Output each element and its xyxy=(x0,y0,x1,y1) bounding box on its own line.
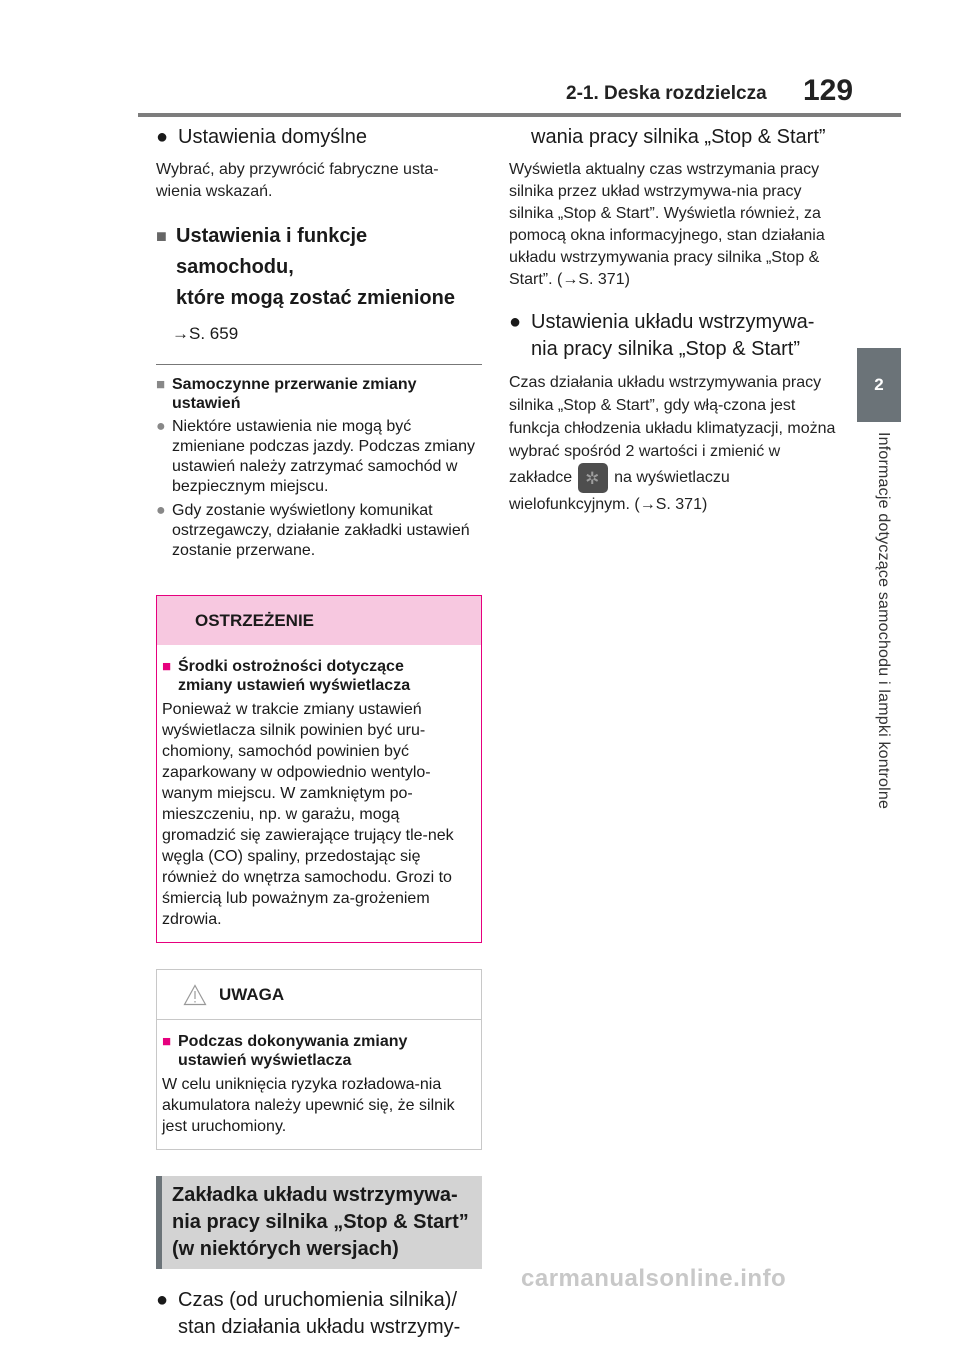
square-icon: ■ xyxy=(162,1033,172,1050)
watermark: carmanualsonline.info xyxy=(521,1265,787,1292)
bullet-icon: ● xyxy=(156,1289,169,1311)
note-item xyxy=(156,501,482,561)
bullet-icon: ● xyxy=(156,126,169,148)
chapter-number: 2 xyxy=(874,375,884,394)
bullet-continued: wania pracy silnika „Stop & Start” xyxy=(531,126,826,148)
bullet-title: Ustawienia domyślne xyxy=(178,126,367,148)
body-text: Czas działania układu wstrzymywania pracy silnika „Stop & Start”, gdy włą-czona jest funkcja chłodzenia układu klimatyzacji, można wybrać spośród 2 wartości i zmienić w zakładce xyxy=(509,374,836,487)
note-heading xyxy=(156,375,482,413)
caution-title xyxy=(157,970,481,1020)
bullet-icon: ● xyxy=(509,311,522,333)
note-item-text: Gdy zostanie wyświetlony komunikat ostrzegawczy, działanie zakładki ustawień zostanie przerwane. xyxy=(172,502,470,559)
chapter-label: Informacje dotyczące samochodu i lampki kontrolne xyxy=(875,432,892,810)
body-text: Wyświetla aktualny czas wstrzymania pracy silnika przez układ wstrzymywa-nia pracy silnika „Stop & Start”. Wyświetla również, za pomocą okna informacyjnego, stan działania układu wstrzymywania pracy silnika „Stop & Start”. ( xyxy=(509,161,825,288)
bullet-icon: ● xyxy=(156,418,166,435)
note-title-line1: Samoczynne przerwanie zmiany xyxy=(172,376,417,393)
caution-head-line1: Podczas dokonywania zmiany xyxy=(178,1033,408,1050)
bullet-icon: ● xyxy=(156,502,166,519)
caution-triangle-icon xyxy=(183,984,207,1006)
right-column xyxy=(509,124,839,516)
warning-head-line2: zmiany ustawień wyświetlacza xyxy=(178,677,411,694)
arrow-icon: → xyxy=(562,271,579,288)
section-heading-line2: które mogą zostać zmienione xyxy=(176,287,455,309)
page-reference[interactable]: S. 371) xyxy=(655,496,708,513)
bullet-default-settings xyxy=(156,124,482,151)
square-icon: ■ xyxy=(162,658,172,675)
body-paragraph xyxy=(509,159,839,291)
caution-label: UWAGA xyxy=(219,984,285,1004)
warning-box xyxy=(156,595,482,943)
arrow-icon: → xyxy=(172,324,189,343)
divider xyxy=(156,364,482,365)
warning-title xyxy=(157,596,481,645)
note-item-text: Niektóre ustawienia nie mogą być zmieniane podczas jazdy. Podczas zmiany ustawień należy zatrzymać samochód w bezpiecznym miejscu. xyxy=(172,418,475,495)
section-heading-line1: Ustawienia i funkcje samochodu, xyxy=(176,225,368,278)
bullet-title: Czas (od uruchomienia silnika)/ stan działania układu wstrzymy- xyxy=(178,1289,461,1338)
bullet-stop-start-time xyxy=(156,1287,482,1341)
page-reference-text: S. 659 xyxy=(189,324,239,343)
header-rule xyxy=(138,113,901,117)
chapter-tab xyxy=(857,348,901,422)
page-reference[interactable]: S. 371) xyxy=(578,271,630,288)
note-item xyxy=(156,417,482,497)
section-heading xyxy=(156,221,482,314)
page-number: 129 xyxy=(803,74,854,107)
caution-heading xyxy=(162,1032,476,1070)
gray-section-heading: Zakładka układu wstrzymywa-nia pracy silnika „Stop & Start” (w niektórych wersjach) xyxy=(156,1176,482,1269)
warning-head-line1: Środki ostrożności dotyczące xyxy=(178,658,404,675)
warning-text: Ponieważ w trakcie zmiany ustawień wyświetlacza silnik powinien być uru-chomiony, samochód powinien być zaparkowany w odpowiednio wentylo-wanym miejscu. W zamkniętym po-mieszczeniu, np. w garażu, mogą gromadzić się zawierające trujący tle-nek węgla (CO) spaliny, przedostając się również do wnętrza samochodu. Grozi to śmiercią lub poważnym za-grożeniem zdrowia. xyxy=(162,701,454,928)
arrow-icon: → xyxy=(639,496,656,513)
warning-label: OSTRZEŻENIE xyxy=(195,610,315,630)
note-title-line2: ustawień xyxy=(172,395,241,412)
body-text: na wyświetlaczu wielofunkcyjnym. ( xyxy=(509,469,730,513)
caution-text: W celu uniknięcia ryzyka rozładowa-nia akumulatora należy upewnić się, że silnik jest uruchomiony. xyxy=(162,1076,455,1135)
caution-box xyxy=(156,969,482,1150)
bullet-title: Ustawienia układu wstrzymywa-nia pracy silnika „Stop & Start” xyxy=(531,311,815,360)
bullet-stop-start-settings xyxy=(509,309,839,363)
section-title: 2-1. Deska rozdzielcza xyxy=(566,83,767,104)
square-icon: ■ xyxy=(156,226,167,246)
square-icon: ■ xyxy=(156,376,166,393)
body-paragraph: Wybrać, aby przywrócić fabryczne usta-wienia wskazań. xyxy=(156,161,439,200)
warning-heading xyxy=(162,657,476,695)
gear-icon xyxy=(578,463,608,493)
caution-head-line2: ustawień wyświetlacza xyxy=(178,1052,352,1069)
left-column xyxy=(156,124,482,1349)
page-reference[interactable] xyxy=(172,324,482,344)
body-paragraph xyxy=(509,371,839,516)
